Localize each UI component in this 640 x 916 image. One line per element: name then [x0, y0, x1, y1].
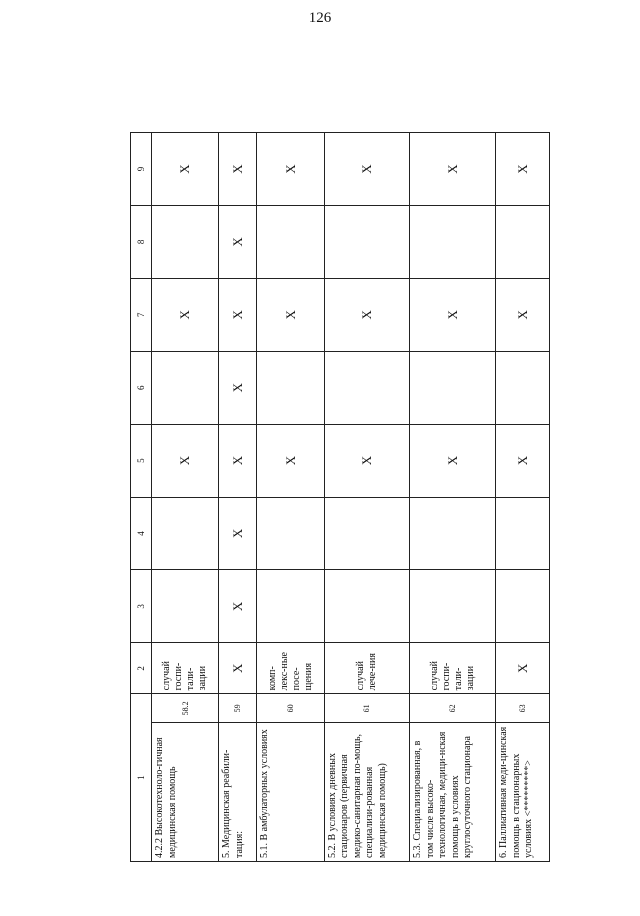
cell-4	[152, 497, 219, 570]
cell-3	[410, 570, 496, 643]
cell-4	[257, 497, 324, 570]
cell-4	[496, 497, 550, 570]
cell-8	[410, 205, 496, 278]
cell-8	[152, 205, 219, 278]
row-number: 60	[257, 694, 324, 723]
rotated-table-container	[130, 132, 550, 862]
cell-7: X	[324, 278, 410, 351]
cell-6	[324, 351, 410, 424]
cell-7: X	[219, 278, 257, 351]
cell-7: X	[152, 278, 219, 351]
table-row	[219, 133, 257, 862]
row-name: 5.1. В амбулаторных условиях	[257, 723, 324, 862]
header-cell-8: 8	[131, 205, 152, 278]
table-row	[152, 133, 219, 862]
cell-9: X	[324, 133, 410, 206]
row-unit: случай госпи-тали-зации	[410, 643, 496, 694]
row-number: 61	[324, 694, 410, 723]
table-row	[496, 133, 550, 862]
row-name: 5.2. В условиях дневных стационаров (первичная медико-санитарная по-мощь, специализи-рованная медицинская помощь)	[324, 723, 410, 862]
cell-5: X	[219, 424, 257, 497]
row-unit: случай госпи-тали-зации	[152, 643, 219, 694]
cell-9: X	[219, 133, 257, 206]
row-number: 62	[410, 694, 496, 723]
cell-8	[324, 205, 410, 278]
cell-3	[152, 570, 219, 643]
data-table	[130, 132, 550, 862]
cell-7: X	[496, 278, 550, 351]
header-cell-3: 3	[131, 570, 152, 643]
cell-5: X	[152, 424, 219, 497]
table-row	[410, 133, 496, 862]
table-row	[257, 133, 324, 862]
cell-5: X	[496, 424, 550, 497]
cell-9: X	[152, 133, 219, 206]
cell-8: X	[219, 205, 257, 278]
page-number: 126	[308, 10, 332, 26]
row-name: 6. Паллиативная меди-цинская помощь в стационарных условиях <*********>	[496, 723, 550, 862]
header-cell-4: 4	[131, 497, 152, 570]
cell-6	[410, 351, 496, 424]
row-unit: X	[219, 643, 257, 694]
cell-6	[496, 351, 550, 424]
cell-3	[257, 570, 324, 643]
row-unit: случай лече-ния	[324, 643, 410, 694]
row-number: 59	[219, 694, 257, 723]
cell-7: X	[257, 278, 324, 351]
cell-5: X	[410, 424, 496, 497]
header-cell-7: 7	[131, 278, 152, 351]
cell-3	[496, 570, 550, 643]
row-unit: комп-лекс-ные посе-щения	[257, 643, 324, 694]
cell-3: X	[219, 570, 257, 643]
table-row	[324, 133, 410, 862]
cell-6	[257, 351, 324, 424]
header-cell-9: 9	[131, 133, 152, 206]
cell-9: X	[496, 133, 550, 206]
cell-3	[324, 570, 410, 643]
cell-4	[324, 497, 410, 570]
header-cell-1: 1	[131, 694, 152, 862]
cell-6: X	[219, 351, 257, 424]
header-cell-5: 5	[131, 424, 152, 497]
cell-5: X	[257, 424, 324, 497]
cell-9: X	[257, 133, 324, 206]
row-name: 5.3. Специализированная, в том числе высоко-технологичная, медици-нская помощь в условиях круглосуточного стационара	[410, 723, 496, 862]
row-unit: X	[496, 643, 550, 694]
cell-6	[152, 351, 219, 424]
cell-5: X	[324, 424, 410, 497]
cell-9: X	[410, 133, 496, 206]
cell-8	[257, 205, 324, 278]
cell-7: X	[410, 278, 496, 351]
row-number: 63	[496, 694, 550, 723]
row-number: 58.2	[152, 694, 219, 723]
header-cell-2: 2	[131, 643, 152, 694]
row-name: 4.2.2 Высокотехноло-гичная медицинская помощь	[152, 723, 219, 862]
cell-4	[410, 497, 496, 570]
cell-4: X	[219, 497, 257, 570]
cell-8	[496, 205, 550, 278]
header-row	[131, 133, 152, 862]
header-cell-6: 6	[131, 351, 152, 424]
row-name: 5. Медицинская реабили-тация:	[219, 723, 257, 862]
